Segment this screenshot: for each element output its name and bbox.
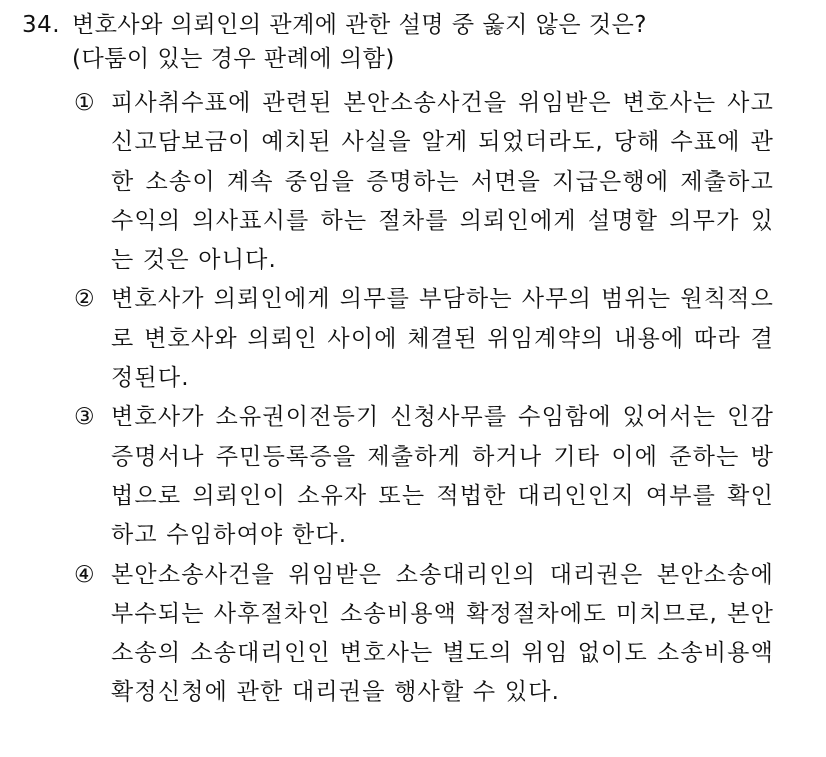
option-text: 피사취수표에 관련된 본안소송사건을 위임받은 변호사는 사고신고담보금이 예치된 사실을 알게 되었더라도, 당해 수표에 관한 소송이 계속 중임을 증명하는 서면을 지급은행에 제출하고 수익의 의사표시를 하는 절차를 의뢰인에게 설명할 의무가 있는 것은 아니다. [111,90,774,274]
option-text: 본안소송사건을 위임받은 소송대리인의 대리권은 본안소송에 부수되는 사후절차인 소송비용액 확정절차에도 미치므로, 본안소송의 소송대리인인 변호사는 별도의 위임 없이도 소송비용액 확정신청에 관한 대리권을 행사할 수 있다. [111,561,774,706]
question-stem-line-1 [22,8,812,42]
option-marker: ② [74,286,95,313]
option-text: 변호사가 의뢰인에게 의무를 부담하는 사무의 범위는 원칙적으로 변호사와 의뢰인 사이에 체결된 위임계약의 내용에 따라 결정된다. [111,286,774,392]
question-prompt: 변호사와 의뢰인의 관계에 관한 설명 중 옳지 않은 것은? [72,12,647,38]
answer-option-4 [74,556,774,713]
option-marker: ④ [74,561,95,588]
option-marker: ③ [74,404,95,431]
option-text: 변호사가 소유권이전등기 신청사무를 수임함에 있어서는 인감증명서나 주민등록증을 제출하게 하거나 기타 이에 준하는 방법으로 의뢰인이 소유자 또는 적법한 대리인인지 여부를 확인하고 수임하여야 한다. [111,404,774,549]
answer-option-2 [74,280,774,398]
answer-option-3 [74,398,774,555]
answer-option-1 [74,84,774,280]
answer-options [74,84,774,713]
option-marker: ① [74,90,95,116]
question-number: 34. [22,12,61,38]
question-stem [22,8,812,76]
question-condition: (다툼이 있는 경우 판례에 의함) [72,46,395,72]
